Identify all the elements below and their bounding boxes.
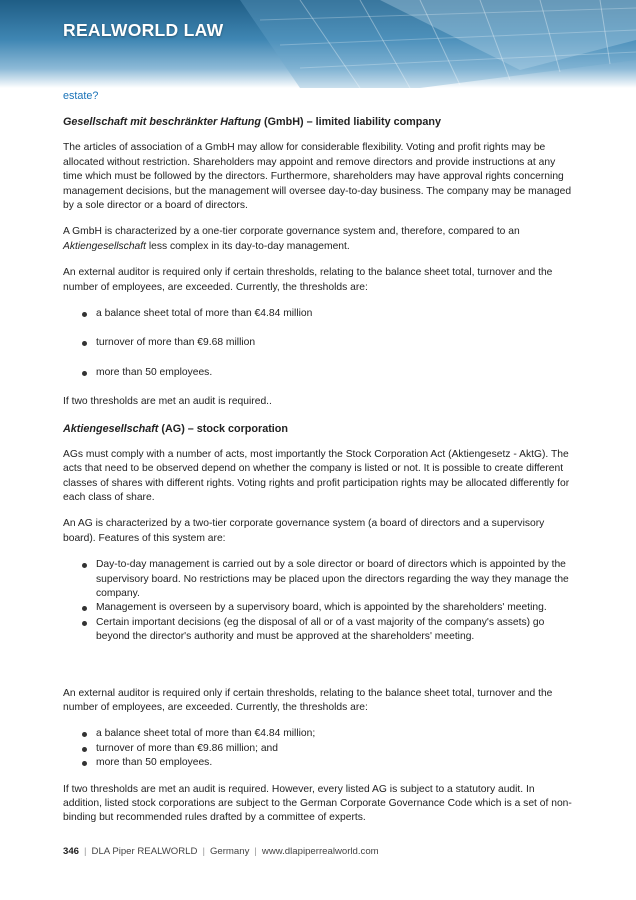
gmbh-paragraph-1: The articles of association of a GmbH may allow for considerable flexibility. Voting and profit rights may be allocated without restriction. Shareholders may appoint and remove directors and provide instructions at any time which must be followed by the directors. Furthermore, shareholders may have approval rights concerning management decisions, but the management will oversee day-to-day business. The company may be managed by a sole director or a board of directors. [63,142,572,212]
ag-heading [63,422,575,436]
list-item-text: more than 50 employees. [96,757,213,769]
bullet-icon [82,761,87,766]
gmbh-heading-german: Gesellschaft mit beschränkter Haftung [63,116,261,129]
list-item [63,366,575,380]
gmbh-heading-english: (GmbH) – limited liability company [261,116,441,129]
list-item [63,742,575,756]
bullet-icon [82,341,87,346]
list-item-text: Certain important decisions (eg the disposal of all or of a vast majority of the company's assets) go beyond the director's authority and must be approved at the shareholders' meeting. [96,616,545,643]
bullet-icon [82,312,87,317]
bullet-icon [82,621,87,626]
page-footer [63,846,379,857]
bullet-icon [82,371,87,376]
gmbh-paragraph-3: An external auditor is required only if certain thresholds, relating to the balance sheet total, turnover and the number of employees, are exceeded. Currently, the thresholds are: [63,267,553,293]
list-item [63,336,575,350]
ag-paragraph-2: An AG is characterized by a two-tier corporate governance system (a board of directors and a supervisory board). Features of this system are: [63,518,545,544]
spacer [63,657,575,687]
ag-heading-german: Aktiengesellschaft [63,422,159,435]
footer-publisher: DLA Piper REALWORLD [91,846,198,857]
bullet-icon [82,563,87,568]
list-item [63,601,575,615]
gmbh-paragraph-4: If two thresholds are met an audit is required.. [63,396,272,408]
list-item-text: turnover of more than €9.68 million [96,337,256,349]
list-item-text: a balance sheet total of more than €4.84 million [96,308,313,320]
ag-threshold-list [63,727,575,770]
footer-website-link[interactable]: www.dlapiperrealworld.com [261,846,379,857]
footer-separator: | [84,846,87,857]
ag-paragraph-1: AGs must comply with a number of acts, most importantly the Stock Corporation Act (Aktiengesetz - AktG). The acts that need to be observed depend on whether the company is listed or not. It is possible to create different classes of shares with different rights. Voting rights and profit participation rights may be allocated differently for each class of share. [63,448,570,503]
bullet-icon [82,606,87,611]
list-item [63,558,575,601]
continued-heading-fragment: estate? [63,90,99,102]
list-item [63,616,575,645]
gmbh-heading [63,115,575,129]
bullet-icon [82,732,87,737]
gmbh-paragraph-2-b: less complex in its day-to-day management. [146,240,350,252]
building-photo [0,0,636,88]
gmbh-threshold-list [63,307,575,380]
list-item-text: Management is overseen by a supervisory board, which is appointed by the shareholders' meeting. [96,602,547,614]
list-item-text: Day-to-day management is carried out by a sole director or board of directors which is appointed by the supervisory board. No restrictions may be placed upon the directors regarding the way they manage the company. [96,559,569,599]
list-item-text: more than 50 employees. [96,366,213,378]
ag-paragraph-3: An external auditor is required only if certain thresholds, relating to the balance sheet total, turnover and the number of employees, are exceeded. Currently, the thresholds are: [63,687,553,713]
list-item-text: a balance sheet total of more than €4.84 million; [96,728,316,740]
footer-country: Germany [209,846,250,857]
ag-heading-english: (AG) – stock corporation [158,422,288,435]
ag-feature-list [63,558,575,644]
gmbh-paragraph-2 [63,225,575,254]
footer-separator: | [202,846,205,857]
list-item [63,727,575,741]
gmbh-paragraph-2-a: A GmbH is characterized by a one-tier corporate governance system and, therefore, compared to an [63,226,520,238]
brand-title: REALWORLD LAW [63,20,224,40]
footer-separator: | [254,846,257,857]
page-number: 346 [63,846,80,857]
bullet-icon [82,747,87,752]
list-item [63,756,575,770]
header-banner [0,0,636,88]
ag-paragraph-4: If two thresholds are met an audit is required. However, every listed AG is subject to a statutory audit. In addition, listed stock corporations are subject to the German Corporate Governance Code which is a set of non-binding but recommended rules drafted by a committee of experts. [63,783,572,824]
gmbh-paragraph-2-italic: Aktiengesellschaft [63,240,146,252]
page-body [63,89,575,838]
list-item [63,307,575,321]
list-item-text: turnover of more than €9.86 million; and [96,742,279,754]
